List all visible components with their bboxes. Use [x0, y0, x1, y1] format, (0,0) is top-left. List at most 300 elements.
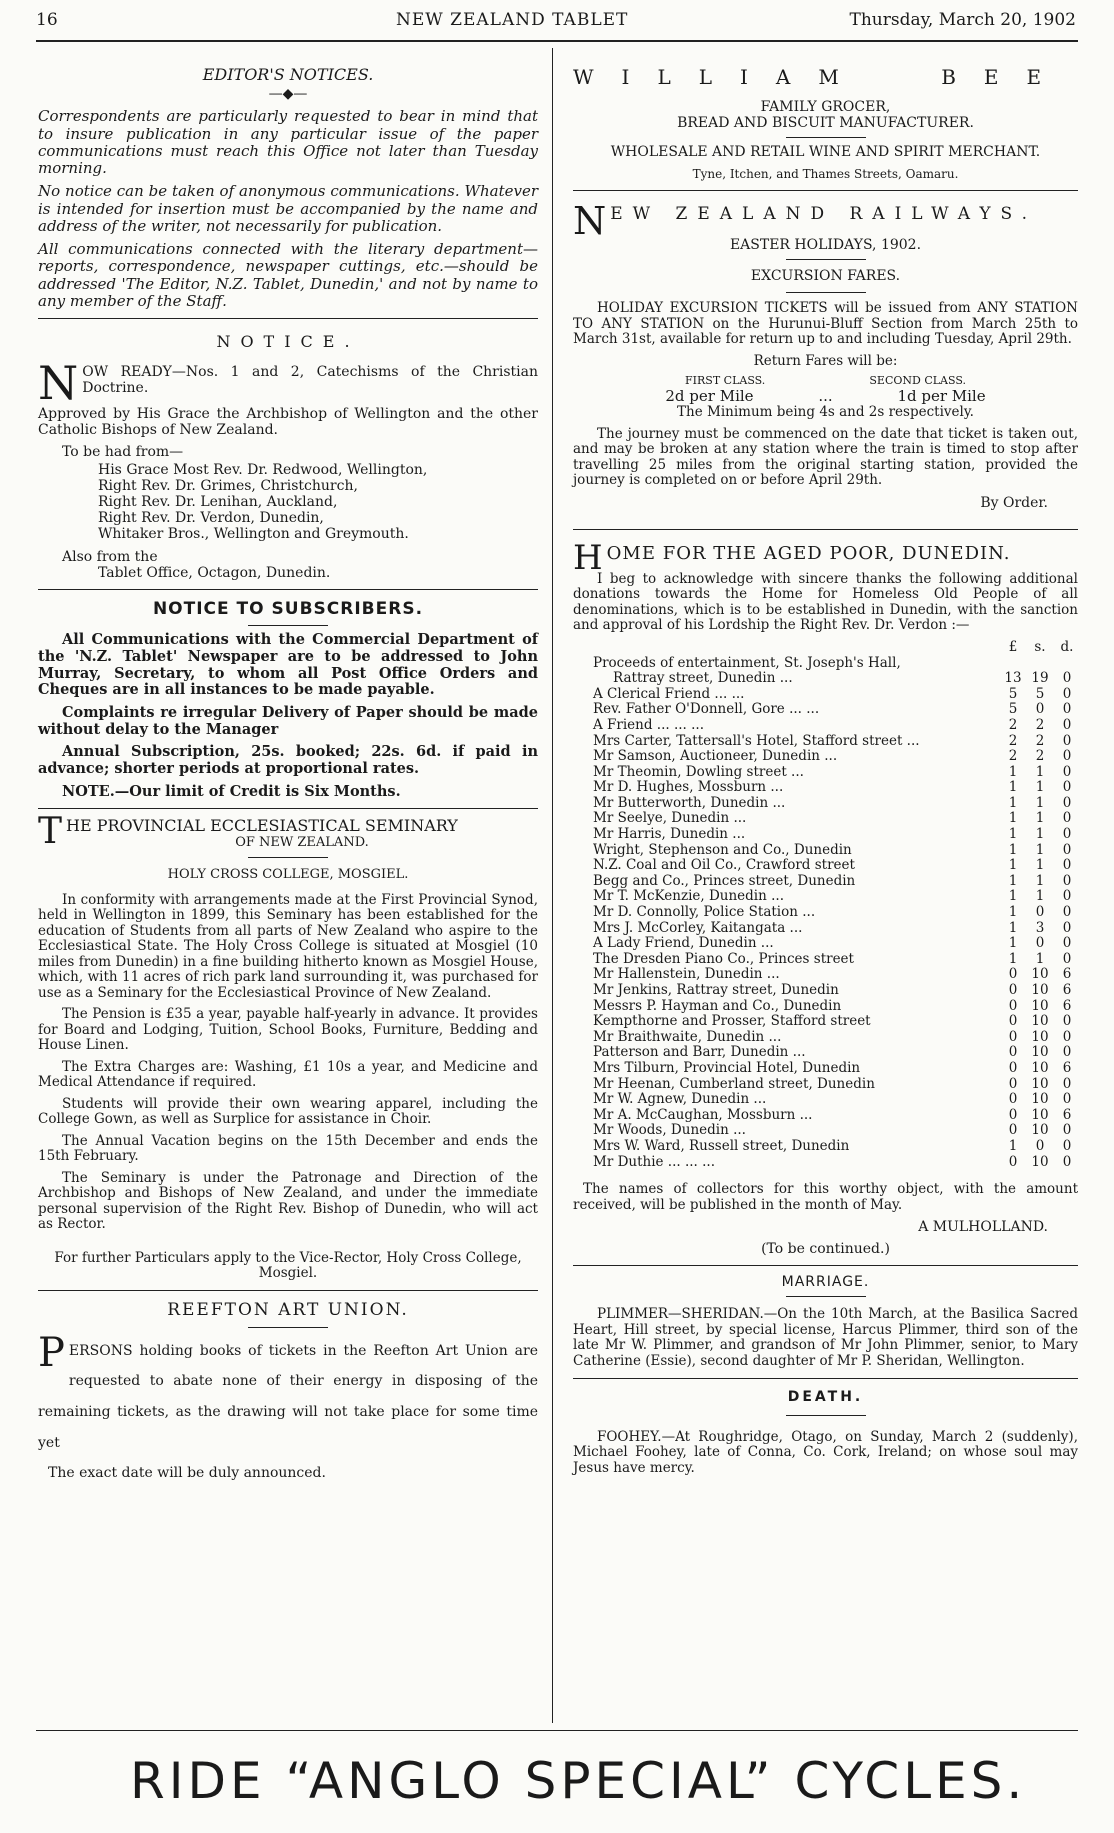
donation-amount [996, 1108, 1078, 1124]
shillings: 10 [1031, 1044, 1049, 1061]
donation-amount [996, 843, 1078, 859]
donation-row [593, 1139, 1078, 1155]
donor-name: Mr Woods, Dunedin ... [593, 1122, 746, 1139]
shillings: 10 [1031, 997, 1049, 1014]
pounds: 0 [1008, 1044, 1018, 1061]
donor-name: Mr Seelye, Dunedin ... [593, 810, 747, 827]
donation-amount [996, 702, 1078, 718]
donation-amount [996, 1155, 1078, 1171]
drop-cap-t: T [38, 811, 63, 853]
shillings: 2 [1035, 732, 1045, 749]
pence: 0 [1062, 950, 1072, 967]
donor-name: Mr D. Connolly, Police Station ... [593, 904, 816, 921]
donation-row [593, 780, 1078, 796]
drop-cap-h: H [573, 537, 603, 578]
donation-row [593, 1155, 1078, 1171]
donation-row [593, 734, 1078, 750]
fare-dots: ... [818, 386, 833, 405]
donation-amount [996, 656, 1078, 672]
donation-row [593, 1014, 1078, 1030]
section-rule [38, 808, 538, 809]
pence: 0 [1062, 1028, 1072, 1045]
pence: 0 [1062, 763, 1072, 780]
pounds: 0 [1008, 966, 1018, 983]
shillings: 1 [1035, 950, 1045, 967]
donation-amount [996, 952, 1078, 968]
donations-list [573, 656, 1078, 1171]
drop-cap-n: N [38, 355, 79, 410]
reefton-p2: The exact date will be duly announced. [48, 1464, 326, 1481]
donation-row [593, 889, 1078, 905]
pounds: 2 [1008, 716, 1018, 733]
donor-name: Mr Duthie ... ... ... [593, 1153, 716, 1170]
donor-name: Mr D. Hughes, Mossburn ... [593, 779, 784, 796]
donor-name: Mrs Carter, Tattersall's Hotel, Stafford street ... [593, 732, 920, 749]
shillings: 10 [1031, 1059, 1049, 1076]
pounds: 0 [1008, 1013, 1018, 1030]
donation-row [593, 874, 1078, 890]
short-rule [786, 137, 866, 138]
first-class-fare: 2d per Mile [665, 386, 754, 405]
donation-row [593, 1030, 1078, 1046]
donation-amount [996, 983, 1078, 999]
pence: 0 [1062, 888, 1072, 905]
short-rule [786, 1296, 866, 1297]
shillings: 0 [1035, 904, 1045, 921]
donor-name: Kempthorne and Prosser, Stafford street [593, 1013, 871, 1030]
pounds: 1 [1008, 919, 1018, 936]
shillings: 10 [1031, 982, 1049, 999]
shillings: 3 [1035, 919, 1045, 936]
pence: 6 [1062, 997, 1072, 1014]
donation-amount [996, 687, 1078, 703]
donation-row [593, 718, 1078, 734]
donor-name: Mr A. McCaughan, Mossburn ... [593, 1106, 813, 1123]
pence: 0 [1062, 779, 1072, 796]
death-text: FOOHEY.—At Roughridge, Otago, on Sunday, March 2 (suddenly), Michael Foohey, late of Conna, Co. Cork, Ireland; on whose soul may Jesus have mercy. [573, 1428, 1078, 1476]
first-class-label: FIRST CLASS. [685, 374, 766, 388]
pounds: 0 [1008, 1091, 1018, 1108]
seminary-p1: In conformity with arrangements made at the First Provincial Synod, held in Wellington in 1899, this Seminary has been established for the education of Students from all parts of New Zealand who aspire to the Ecclesiastical State. The Holy Cross College is situated at Mosgiel (10 miles from Dunedin) in a fine building hitherto known as Mosgiel House, which, with 11 acres of rich park land surrounding it, was purchased for use as a Seminary for the Ecclesiastical Province of New Zealand. [38, 891, 538, 1001]
reefton-p1: ERSONS holding books of tickets in the Reefton Art Union are requested to abate none of their energy in disposing of the remaining tickets, as the drawing will not take place for some time yet [38, 1342, 538, 1451]
donor-name: Mr Theomin, Dowling street ... [593, 763, 804, 780]
shillings: 1 [1035, 779, 1045, 796]
death-notice [573, 1389, 1078, 1477]
pence: 0 [1062, 670, 1072, 687]
donation-row [593, 858, 1078, 874]
bee-line1: FAMILY GROCER, [760, 99, 891, 115]
railways-ad [573, 199, 1078, 511]
donor-name: Wright, Stephenson and Co., Dunedin [593, 841, 852, 858]
shillings: 10 [1031, 966, 1049, 983]
donor-name: The Dresden Piano Co., Princes street [593, 950, 854, 967]
short-rule [786, 259, 866, 260]
donation-amount [996, 718, 1078, 734]
donation-amount [996, 905, 1078, 921]
donation-amount [996, 1092, 1078, 1108]
notice-sellers [98, 462, 538, 542]
shillings: 10 [1031, 1106, 1049, 1123]
pounds: 0 [1008, 1153, 1018, 1170]
pence: 0 [1062, 748, 1072, 765]
shillings: 2 [1035, 748, 1045, 765]
subscribers-p1: All Communications with the Commercial Department of the 'N.Z. Tablet' Newspaper are to be addressed to John Murray, Secretary, to whom all Post Office Orders and Cheques are in all instances to be made payable. [38, 631, 538, 699]
newspaper-title: NEW ZEALAND TABLET [396, 10, 629, 30]
left-column [38, 66, 538, 1487]
pence: 0 [1062, 841, 1072, 858]
donation-row [593, 921, 1078, 937]
donor-name: Mrs J. McCorley, Kaitangata ... [593, 919, 803, 936]
pence: 0 [1062, 1013, 1072, 1030]
issue-date: Thursday, March 20, 1902 [849, 10, 1076, 30]
notice-p2: Approved by His Grace the Archbishop of Wellington and the other Catholic Bishops of New Zealand. [38, 405, 538, 438]
section-rule [573, 190, 1078, 191]
shillings: 0 [1035, 935, 1045, 952]
donation-amount [996, 1045, 1078, 1061]
pounds: 1 [1008, 826, 1018, 843]
shillings: 0 [1035, 1137, 1045, 1154]
anglo-special-ad: RIDE “ANGLO SPECIAL” CYCLES. [130, 1752, 1027, 1810]
donor-name: Mr Braithwaite, Dunedin ... [593, 1028, 782, 1045]
donation-row [593, 687, 1078, 703]
shillings: 1 [1035, 857, 1045, 874]
marriage-notice [573, 1274, 1078, 1369]
seller-2: Right Rev. Dr. Grimes, Christchurch, [98, 478, 358, 495]
column-divider [552, 48, 553, 1723]
home-outro: The names of collectors for this worthy object, with the amount received, will be published in the month of May. [573, 1181, 1078, 1213]
donation-row [593, 999, 1078, 1015]
notice-office: Tablet Office, Octagon, Dunedin. [98, 564, 331, 581]
donation-row [593, 827, 1078, 843]
seller-5: Whitaker Bros., Wellington and Greymouth. [98, 526, 409, 543]
pounds: 5 [1008, 701, 1018, 718]
notice-heading: NOTICE. [216, 332, 360, 352]
donation-row [593, 796, 1078, 812]
pence: 0 [1062, 1122, 1072, 1139]
pounds: 1 [1008, 794, 1018, 811]
donor-name: Mr Harris, Dunedin ... [593, 826, 746, 843]
donor-name: A Lady Friend, Dunedin ... [593, 935, 774, 952]
railways-p4: The journey must be commenced on the date that ticket is taken out, and may be broken at any station where the train is timed to stop after travelling 25 miles from the original starting station, provided the journey is completed on or before April 29th. [573, 425, 1078, 489]
header-rule [36, 40, 1078, 42]
railways-sub2: EXCURSION FARES. [750, 268, 901, 285]
pounds: 1 [1008, 763, 1018, 780]
death-heading: DEATH. [787, 1388, 864, 1405]
bee-line3: WHOLESALE AND RETAIL WINE AND SPIRIT MERCHANT. [610, 144, 1041, 161]
railways-heading: EW ZEALAND RAILWAYS. [610, 204, 1037, 225]
donation-row [593, 983, 1078, 999]
donation-amount [996, 874, 1078, 890]
pounds: 1 [1008, 935, 1018, 952]
donor-name: Mr Jenkins, Rattray street, Dunedin [593, 982, 839, 999]
shillings: 1 [1035, 872, 1045, 889]
seminary-p4: Students will provide their own wearing apparel, including the College Gown, as well as Surplice for assistance in Choir. [38, 1095, 538, 1128]
marriage-heading: MARRIAGE. [781, 1274, 870, 1291]
donor-name: Mr Butterworth, Dunedin ... [593, 794, 786, 811]
pence: 6 [1062, 1059, 1072, 1076]
seller-1: His Grace Most Rev. Dr. Redwood, Wellington, [98, 462, 428, 479]
editors-notice-p1: Correspondents are particularly requested to bear in mind that to insure publication in any particular issue of the paper communications must reach this Office not later than Tuesday morning. [38, 107, 538, 178]
second-class-label: SECOND CLASS. [869, 374, 966, 388]
donation-amount [996, 1139, 1078, 1155]
seminary-p3: The Extra Charges are: Washing, £1 10s a year, and Medicine and Medical Attendance if required. [38, 1058, 538, 1091]
shillings: 0 [1035, 701, 1045, 718]
shillings [1029, 656, 1051, 672]
notice-p1: OW READY—Nos. 1 and 2, Catechisms of the Christian Doctrine. [82, 363, 538, 396]
donor-name: Mrs W. Ward, Russell street, Dunedin [593, 1137, 850, 1154]
donor-name: Mr W. Agnew, Dunedin ... [593, 1091, 767, 1108]
editors-notice-p3: All communications connected with the literary department—reports, correspondence, newspaper cuttings, etc.—should be addressed 'The Editor, N.Z. Tablet, Dunedin,' and not by name to any member of the Staff. [38, 240, 538, 310]
donation-row [593, 765, 1078, 781]
seminary-notice [38, 811, 538, 1282]
pounds: 1 [1008, 872, 1018, 889]
pence: 0 [1062, 919, 1072, 936]
pence: 0 [1062, 857, 1072, 874]
pounds: 0 [1008, 1106, 1018, 1123]
home-continued: (To be continued.) [761, 1241, 890, 1258]
home-intro: I beg to acknowledge with sincere thanks the following additional donations towards the Home for Homeless Old People of all denominations, which is to be established in Dunedin, with the sanction and approval of his Lordship the Right Rev. Dr. Verdon :— [573, 570, 1078, 634]
donation-amount [996, 1014, 1078, 1030]
section-rule [573, 1265, 1078, 1266]
donation-row [593, 656, 1078, 672]
seminary-college: HOLY CROSS COLLEGE, MOSGIEL. [167, 866, 409, 882]
section-rule [38, 589, 538, 590]
section-rule [573, 1378, 1078, 1379]
footer-rule [36, 1730, 1078, 1731]
donor-name: Messrs P. Hayman and Co., Dunedin [593, 997, 842, 1014]
railways-p1: HOLIDAY EXCURSION TICKETS will be issued from ANY STATION TO ANY STATION on the Hurunui-Bluff Section from March 25th to March 31st, available for return up to and including Tuesday, April 29th. [573, 300, 1078, 348]
subscribers-p2: Complaints re irregular Delivery of Paper should be made without delay to the Manager [38, 703, 538, 738]
donation-row [593, 671, 1078, 687]
seminary-p2: The Pension is £35 a year, payable half-yearly in advance. It provides for Board and Lodging, Tuition, School Books, Furniture, Bedding and House Linen. [38, 1006, 538, 1054]
pence: 0 [1062, 935, 1072, 952]
drop-cap-n-rail: N [573, 199, 607, 244]
shillings: 10 [1031, 1028, 1049, 1045]
pounds: 1 [1008, 857, 1018, 874]
donation-amount [996, 967, 1078, 983]
donor-name: Rattray street, Dunedin ... [613, 670, 793, 687]
short-rule [248, 625, 328, 626]
donation-amount [996, 780, 1078, 796]
pence: 0 [1062, 794, 1072, 811]
seller-3: Right Rev. Dr. Lenihan, Auckland, [98, 494, 338, 511]
notice-from: To be had from— [62, 444, 184, 460]
donation-amount [996, 858, 1078, 874]
pounds: 1 [1008, 810, 1018, 827]
short-rule [248, 857, 328, 858]
page-number: 16 [36, 10, 58, 30]
section-rule [38, 1290, 538, 1291]
bee-line2: BREAD AND BISCUIT MANUFACTURER. [677, 115, 974, 132]
col-shillings: s. [1034, 638, 1046, 655]
pence: 0 [1062, 1137, 1072, 1154]
donation-amount [996, 749, 1078, 765]
donor-name: Mr Samson, Auctioneer, Dunedin ... [593, 748, 838, 765]
donation-amount [996, 1030, 1078, 1046]
pounds: 2 [1008, 748, 1018, 765]
pence: 0 [1062, 872, 1072, 889]
home-heading: OME FOR THE AGED POOR, DUNEDIN. [606, 542, 1011, 564]
seller-4: Right Rev. Dr. Verdon, Dunedin, [98, 510, 324, 527]
pence [1056, 656, 1078, 672]
pence: 0 [1062, 810, 1072, 827]
pence: 0 [1062, 732, 1072, 749]
shillings: 5 [1035, 685, 1045, 702]
pounds: 13 [1004, 670, 1022, 687]
donation-row [593, 967, 1078, 983]
donation-amount [996, 827, 1078, 843]
pence: 0 [1062, 904, 1072, 921]
catechism-notice [38, 333, 538, 581]
donation-amount [996, 734, 1078, 750]
donation-amount [996, 936, 1078, 952]
col-pounds: £ [1008, 638, 1018, 655]
shillings: 10 [1031, 1013, 1049, 1030]
donation-column-headers [573, 640, 1078, 656]
marriage-text: PLIMMER—SHERIDAN.—On the 10th March, at the Basilica Sacred Heart, Hill street, by special license, Harcus Plimmer, third son of the late Mr W. Plimmer, and grandson of Mr John Plimmer, senior, to Mary Catherine (Essie), second daughter of Mr P. Sheridan, Wellington. [573, 1306, 1078, 1369]
railways-p2: Return Fares will be: [753, 352, 898, 369]
donor-name: Proceeds of entertainment, St. Joseph's Hall, [593, 654, 901, 671]
donor-name: A Friend ... ... ... [593, 716, 704, 733]
pence: 0 [1062, 1075, 1072, 1092]
donation-amount [996, 1123, 1078, 1139]
donation-row [593, 702, 1078, 718]
section-rule [38, 318, 538, 319]
section-rule [573, 529, 1078, 530]
home-aged-poor [573, 537, 1078, 1258]
donation-row [593, 843, 1078, 859]
shillings: 1 [1035, 888, 1045, 905]
donation-amount [996, 889, 1078, 905]
donor-name: Mr Heenan, Cumberland street, Dunedin [593, 1075, 875, 1092]
editors-notices-heading: EDITOR'S NOTICES. [202, 65, 374, 84]
bee-name: WILLIAM BEE [573, 65, 1070, 89]
pounds: 0 [1008, 1122, 1018, 1139]
page-header [36, 10, 1076, 34]
seminary-p6: The Seminary is under the Patronage and Direction of the Archbishop and Bishops of New Zealand, and under the immediate personal supervision of the Right Rev. Bishop of Dunedin, who will act as Rector. [38, 1169, 538, 1233]
donation-row [593, 811, 1078, 827]
pounds: 0 [1008, 982, 1018, 999]
pounds: 2 [1008, 732, 1018, 749]
drop-cap-p: P [38, 1329, 65, 1376]
short-rule [248, 1327, 328, 1328]
donor-name: Rev. Father O'Donnell, Gore ... ... [593, 701, 820, 718]
shillings: 2 [1035, 716, 1045, 733]
pounds: 1 [1008, 1137, 1018, 1154]
pounds: 0 [1008, 997, 1018, 1014]
reefton-heading: REEFTON ART UNION. [167, 1299, 409, 1320]
pence: 0 [1062, 826, 1072, 843]
pounds: 1 [1008, 950, 1018, 967]
donor-name: Mrs Tilburn, Provincial Hotel, Dunedin [593, 1059, 861, 1076]
notice-also: Also from the [62, 548, 158, 565]
editors-notices [38, 66, 538, 310]
pence: 6 [1062, 1106, 1072, 1123]
donor-name: Mr Hallenstein, Dunedin ... [593, 966, 780, 983]
donation-amount [996, 765, 1078, 781]
pounds: 0 [1008, 1028, 1018, 1045]
donation-row [593, 905, 1078, 921]
pence: 0 [1062, 1091, 1072, 1108]
shillings: 10 [1031, 1153, 1049, 1170]
pence: 0 [1062, 685, 1072, 702]
short-rule [786, 1415, 866, 1416]
donation-row [593, 1092, 1078, 1108]
donation-amount [996, 671, 1078, 687]
seminary-p7: For further Particulars apply to the Vice-Rector, Holy Cross College, Mosgiel. [54, 1249, 522, 1282]
william-bee-ad [573, 66, 1078, 182]
shillings: 10 [1031, 1122, 1049, 1139]
pence: 6 [1062, 982, 1072, 999]
shillings: 1 [1035, 810, 1045, 827]
donation-amount [996, 811, 1078, 827]
short-rule [786, 292, 866, 293]
editors-notice-p2: No notice can be taken of anonymous communications. Whatever is intended for insertion must be accompanied by the name and address of the writer, not necessarily for publication. [38, 182, 538, 235]
seminary-p5: The Annual Vacation begins on the 15th December and ends the 15th February. [38, 1132, 538, 1165]
railways-sub1: EASTER HOLIDAYS, 1902. [729, 237, 922, 254]
subscribers-heading: NOTICE TO SUBSCRIBERS. [152, 598, 424, 619]
shillings: 1 [1035, 763, 1045, 780]
bee-line4: Tyne, Itchen, and Thames Streets, Oamaru. [692, 167, 959, 182]
railways-p3: The Minimum being 4s and 2s respectively. [677, 404, 974, 421]
shillings: 1 [1035, 794, 1045, 811]
donation-amount [996, 796, 1078, 812]
donor-name: Begg and Co., Princes street, Dunedin [593, 872, 856, 889]
pounds: 1 [1008, 779, 1018, 796]
pounds: 5 [1008, 685, 1018, 702]
donor-name: N.Z. Coal and Oil Co., Crawford street [593, 857, 855, 874]
pence: 0 [1062, 701, 1072, 718]
donation-row [593, 1061, 1078, 1077]
donation-amount [996, 1077, 1078, 1093]
donation-row [593, 1123, 1078, 1139]
donor-name: A Clerical Friend ... ... [593, 685, 745, 702]
pounds: 0 [1008, 1059, 1018, 1076]
pence: 0 [1062, 1153, 1072, 1170]
donation-row [593, 1045, 1078, 1061]
shillings: 10 [1031, 1091, 1049, 1108]
pence: 0 [1062, 716, 1072, 733]
pounds: 0 [1008, 1075, 1018, 1092]
donation-amount [996, 1061, 1078, 1077]
ornament-divider: —◆— [268, 86, 308, 103]
shillings: 19 [1031, 670, 1049, 687]
shillings: 10 [1031, 1075, 1049, 1092]
right-column [573, 66, 1078, 1482]
reefton-notice [38, 1301, 538, 1481]
donation-row [593, 1077, 1078, 1093]
pounds [1002, 656, 1024, 672]
donor-name: Patterson and Barr, Dunedin ... [593, 1044, 806, 1061]
col-pence: d. [1060, 638, 1074, 655]
donor-name: Mr T. McKenzie, Dunedin ... [593, 888, 784, 905]
shillings: 1 [1035, 841, 1045, 858]
pounds: 1 [1008, 888, 1018, 905]
subscribers-p4: NOTE.—Our limit of Credit is Six Months. [62, 782, 401, 800]
second-class-fare: 1d per Mile [897, 386, 986, 405]
shillings: 1 [1035, 826, 1045, 843]
subscribers-notice [38, 600, 538, 801]
donation-amount [996, 921, 1078, 937]
railways-sign: By Order. [980, 494, 1048, 511]
pounds: 1 [1008, 841, 1018, 858]
subscribers-p3: Annual Subscription, 25s. booked; 22s. 6d. if paid in advance; shorter periods at proportional rates. [38, 743, 538, 777]
pence: 0 [1062, 1044, 1072, 1061]
pounds: 1 [1008, 904, 1018, 921]
seminary-heading: HE PROVINCIAL ECCLESIASTICAL SEMINARY [66, 816, 458, 836]
pence: 6 [1062, 966, 1072, 983]
donation-amount [996, 999, 1078, 1015]
